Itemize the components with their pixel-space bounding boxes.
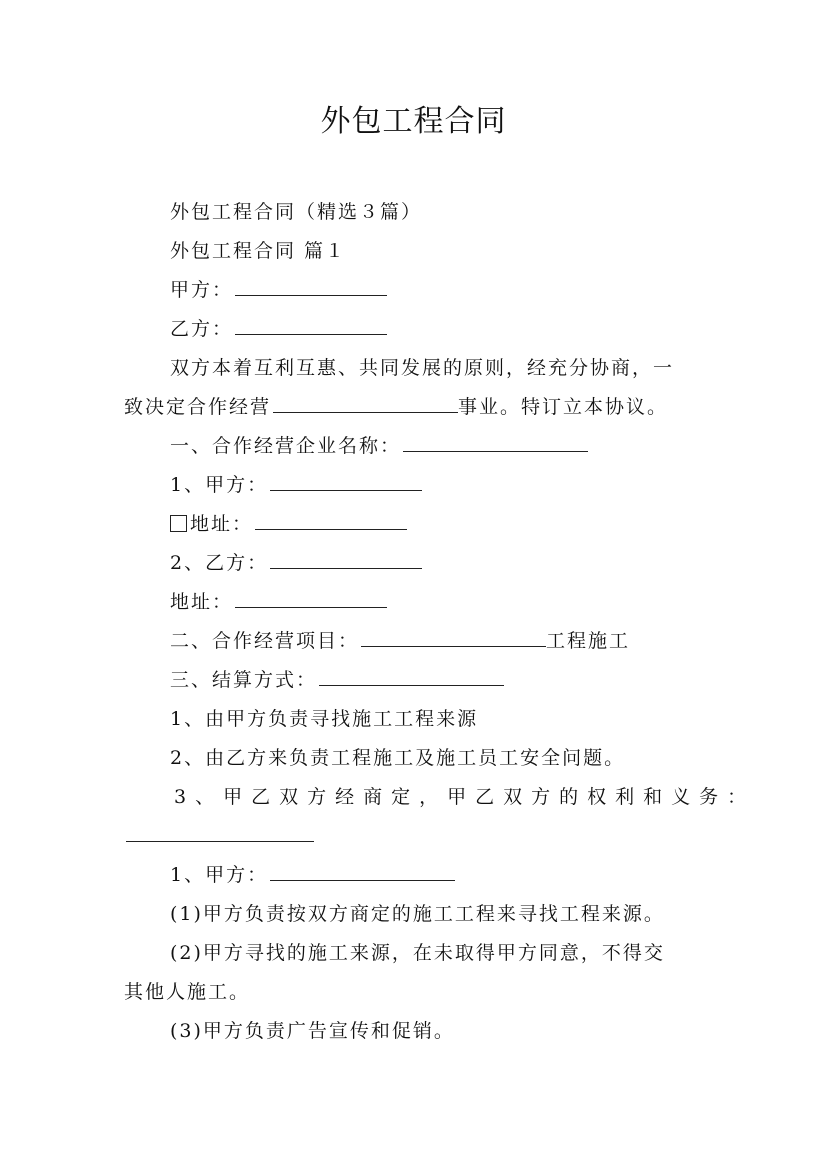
rights-party-a-line xyxy=(170,861,455,889)
rights-blank xyxy=(126,823,314,842)
item-1-party-a-line xyxy=(170,471,422,499)
paragraph-intro-1: 双方本着互利互惠、共同发展的原则，经充分协商，一 xyxy=(170,357,675,379)
document-title: 外包工程合同 xyxy=(320,104,507,139)
party-a-label: 甲方： xyxy=(170,279,234,301)
duty-2-line-2: 其他人施工。 xyxy=(124,981,251,1003)
project-suffix: 工程施工 xyxy=(546,630,631,652)
item-2-party-b-line xyxy=(170,549,422,577)
address-a-line xyxy=(170,510,407,538)
project-blank xyxy=(361,628,546,647)
party-a-line xyxy=(170,276,387,304)
checkbox-icon xyxy=(170,515,187,532)
address-b-label: 地址： xyxy=(170,591,234,613)
item-1-party-a-label: 1、甲方： xyxy=(170,474,269,496)
party-a-blank xyxy=(235,277,387,296)
paragraph-intro-2 xyxy=(124,393,668,421)
item-2-party-b-blank xyxy=(270,550,422,569)
settlement-line xyxy=(170,666,504,694)
party-b-label: 乙方： xyxy=(170,318,234,340)
duty-2-line-1: (2)甲方寻找的施工来源，在未取得甲方同意，不得交 xyxy=(170,942,665,964)
settlement-label: 三、结算方式： xyxy=(170,669,318,691)
item-1-party-a-blank xyxy=(270,472,422,491)
enterprise-name-label: 一、合作经营企业名称： xyxy=(170,435,402,457)
settlement-item-3: 3、甲乙双方经商定，甲乙双方的权利和义务： xyxy=(174,786,756,808)
party-b-blank xyxy=(235,316,387,335)
settlement-blank xyxy=(319,667,504,686)
intro-2-start: 致决定合作经营 xyxy=(124,396,272,418)
subtitle-selection: 外包工程合同（精选３篇） xyxy=(170,201,423,223)
enterprise-name-blank xyxy=(403,433,588,452)
rights-party-a-label: 1、甲方： xyxy=(170,864,269,886)
duty-3: (3)甲方负责广告宣传和促销。 xyxy=(170,1020,455,1042)
business-blank xyxy=(273,394,458,413)
project-line xyxy=(170,627,630,655)
duty-1: (1)甲方负责按双方商定的施工工程来寻找工程来源。 xyxy=(170,903,665,925)
enterprise-name-line xyxy=(170,432,588,460)
settlement-item-1: 1、由甲方负责寻找施工工程来源 xyxy=(170,708,479,730)
address-b-line xyxy=(170,588,387,616)
settlement-item-2: 2、由乙方来负责工程施工及施工员工安全问题。 xyxy=(170,747,626,769)
item-2-party-b-label: 2、乙方： xyxy=(170,552,269,574)
address-b-blank xyxy=(235,589,387,608)
address-a-label: 地址： xyxy=(190,513,254,535)
intro-2-end: 事业。特订立本协议。 xyxy=(458,396,669,418)
project-label: 二、合作经营项目： xyxy=(170,630,360,652)
rights-blank-line xyxy=(124,822,314,850)
address-a-blank xyxy=(255,511,407,530)
rights-party-a-blank xyxy=(270,862,455,881)
section-heading-1: 外包工程合同 篇１ xyxy=(170,240,347,262)
party-b-line xyxy=(170,315,387,343)
